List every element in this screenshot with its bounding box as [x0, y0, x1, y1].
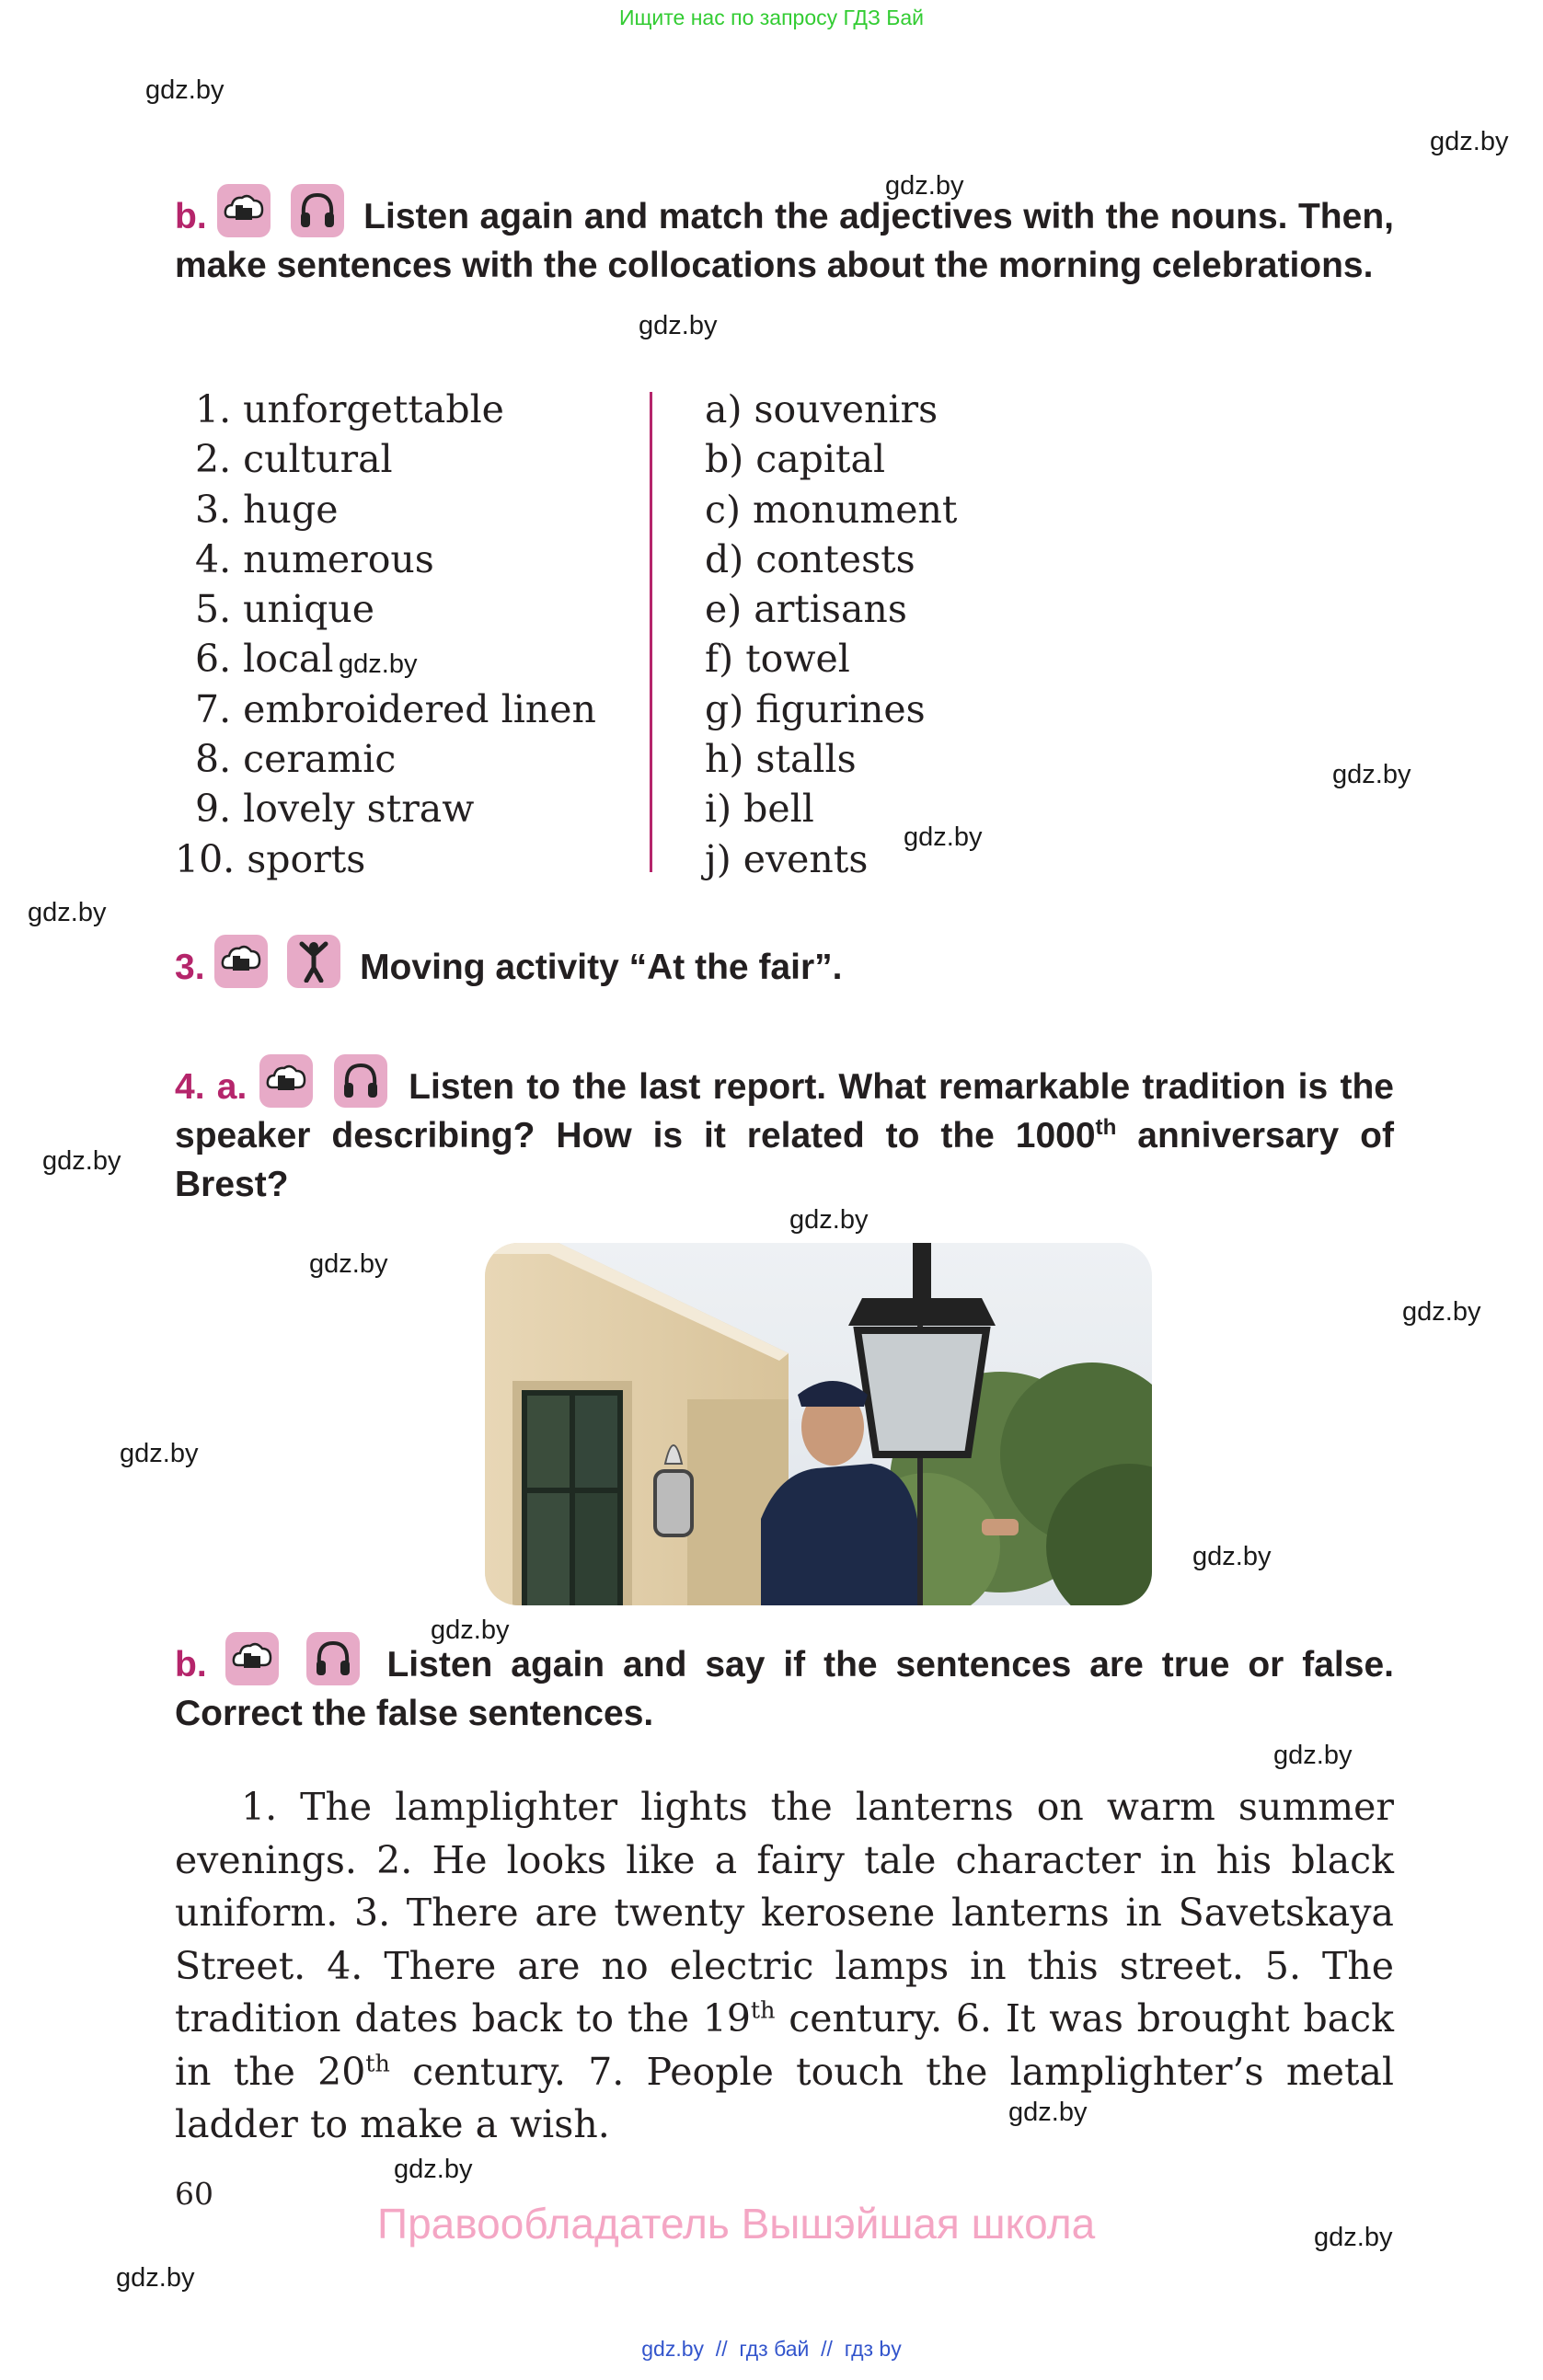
list-item: a) souvenirs — [705, 387, 938, 431]
list-item: 8. ceramic — [195, 737, 397, 782]
list-item: 1. unforgettable — [195, 387, 504, 431]
list-item: 2. cultural — [195, 437, 393, 482]
watermark: gdz.by — [1314, 2223, 1393, 2252]
task-2b — [175, 184, 1394, 290]
task-label: 3. — [175, 948, 205, 987]
statement-text: century. 7. People touch the lamplighter’s metal ladder to make a wish. — [175, 2049, 1394, 2146]
list-item: 6. local — [195, 637, 334, 682]
list-item: i) bell — [705, 787, 814, 832]
list-item: d) contests — [705, 536, 915, 581]
task-instruction: Listen again and match the adjectives with the nouns. Then, make sentences with the collocations about the morning celebrations. — [175, 197, 1394, 285]
adjectives-list — [175, 385, 616, 884]
list-item: 4. numerous — [195, 536, 434, 581]
statements-paragraph — [175, 1781, 1394, 2152]
cloud-folder-icon — [225, 1632, 279, 1685]
list-item: j) events — [705, 836, 869, 881]
moving-person-icon — [287, 935, 340, 988]
list-item: e) artisans — [705, 587, 907, 632]
task-label: b. — [175, 197, 207, 236]
watermark: gdz.by — [885, 171, 964, 201]
list-item: b) capital — [705, 437, 886, 482]
watermark: gdz.by — [1430, 127, 1509, 156]
list-item: 7. embroidered linen — [195, 686, 596, 731]
list-item: h) stalls — [705, 737, 857, 782]
lamplighter-photo — [485, 1243, 1152, 1605]
task-instruction-end: anniversary of Brest? — [175, 1116, 1394, 1204]
watermark: gdz.by — [394, 2155, 473, 2184]
bottom-links[interactable]: gdz.by // гдз бай // гдз by — [641, 2337, 902, 2361]
watermark: gdz.by — [309, 1249, 388, 1279]
list-item: 5. unique — [195, 587, 374, 632]
watermark: gdz.by — [639, 311, 718, 340]
ordinal-suffix: th — [1095, 1115, 1117, 1140]
watermark: gdz.by — [145, 75, 225, 105]
task-3 — [175, 935, 1394, 992]
watermark: gdz.by — [1332, 760, 1411, 789]
watermark: gdz.by — [116, 2263, 195, 2293]
statement-text: century. 6. It was brought back in the 20 — [175, 1996, 1394, 2094]
task-instruction: Listen again and say if the sentences are true or false. Correct the false sentences. — [175, 1645, 1394, 1733]
top-banner: Ищите нас по запросу ГДЗ Бай — [618, 6, 925, 29]
list-item: 3. huge — [195, 487, 339, 532]
page-number: 60 — [175, 2176, 213, 2212]
ordinal-suffix: th — [365, 2048, 390, 2076]
watermark: gdz.by — [1402, 1297, 1481, 1327]
headphones-icon — [306, 1632, 360, 1685]
task-4a — [175, 1054, 1394, 1209]
list-item: g) figurines — [705, 686, 926, 731]
watermark: gdz.by — [1273, 1741, 1353, 1770]
headphones-icon — [334, 1054, 387, 1108]
watermark: gdz.by — [28, 898, 107, 927]
task-label: b. — [175, 1645, 207, 1684]
headphones-icon — [291, 184, 344, 237]
list-item: 10. sports — [175, 836, 366, 881]
watermark: gdz.by — [1192, 1542, 1272, 1571]
watermark: gdz.by — [789, 1205, 869, 1235]
task-label: 4. a. — [175, 1067, 248, 1107]
cloud-folder-icon — [259, 1054, 313, 1108]
list-item: c) monument — [705, 487, 958, 532]
task-instruction: Listen to the last report. What remarkable tradition is the speaker describing? How is it related to the 1000 — [175, 1067, 1394, 1156]
cloud-folder-icon — [214, 935, 268, 988]
watermark: gdz.by — [1008, 2098, 1088, 2127]
divider — [650, 392, 652, 872]
nouns-list — [705, 385, 1091, 884]
watermark: gdz.by — [904, 822, 983, 852]
rights-holder: Правообладатель Вышэйшая школа — [377, 2200, 1096, 2248]
watermark: gdz.by — [431, 1615, 510, 1645]
statement-text: 1. The lamplighter lights the lanterns on warm summer evenings. 2. He looks like a fairy tale character in his black uniform. 3. There are twenty kerosene lanterns in Savetskaya Street. 4. There are no electric lamps in this street. 5. The tradition dates back to the 19 — [175, 1785, 1394, 2041]
list-item: 9. lovely straw — [195, 787, 475, 832]
watermark: gdz.by — [42, 1146, 121, 1176]
task-instruction: Moving activity “At the fair”. — [360, 948, 843, 987]
watermark: gdz.by — [339, 650, 418, 679]
ordinal-suffix: th — [750, 1995, 776, 2024]
list-item: f) towel — [705, 637, 850, 682]
cloud-folder-icon — [217, 184, 271, 237]
task-4b — [175, 1632, 1394, 1738]
watermark: gdz.by — [120, 1439, 199, 1468]
